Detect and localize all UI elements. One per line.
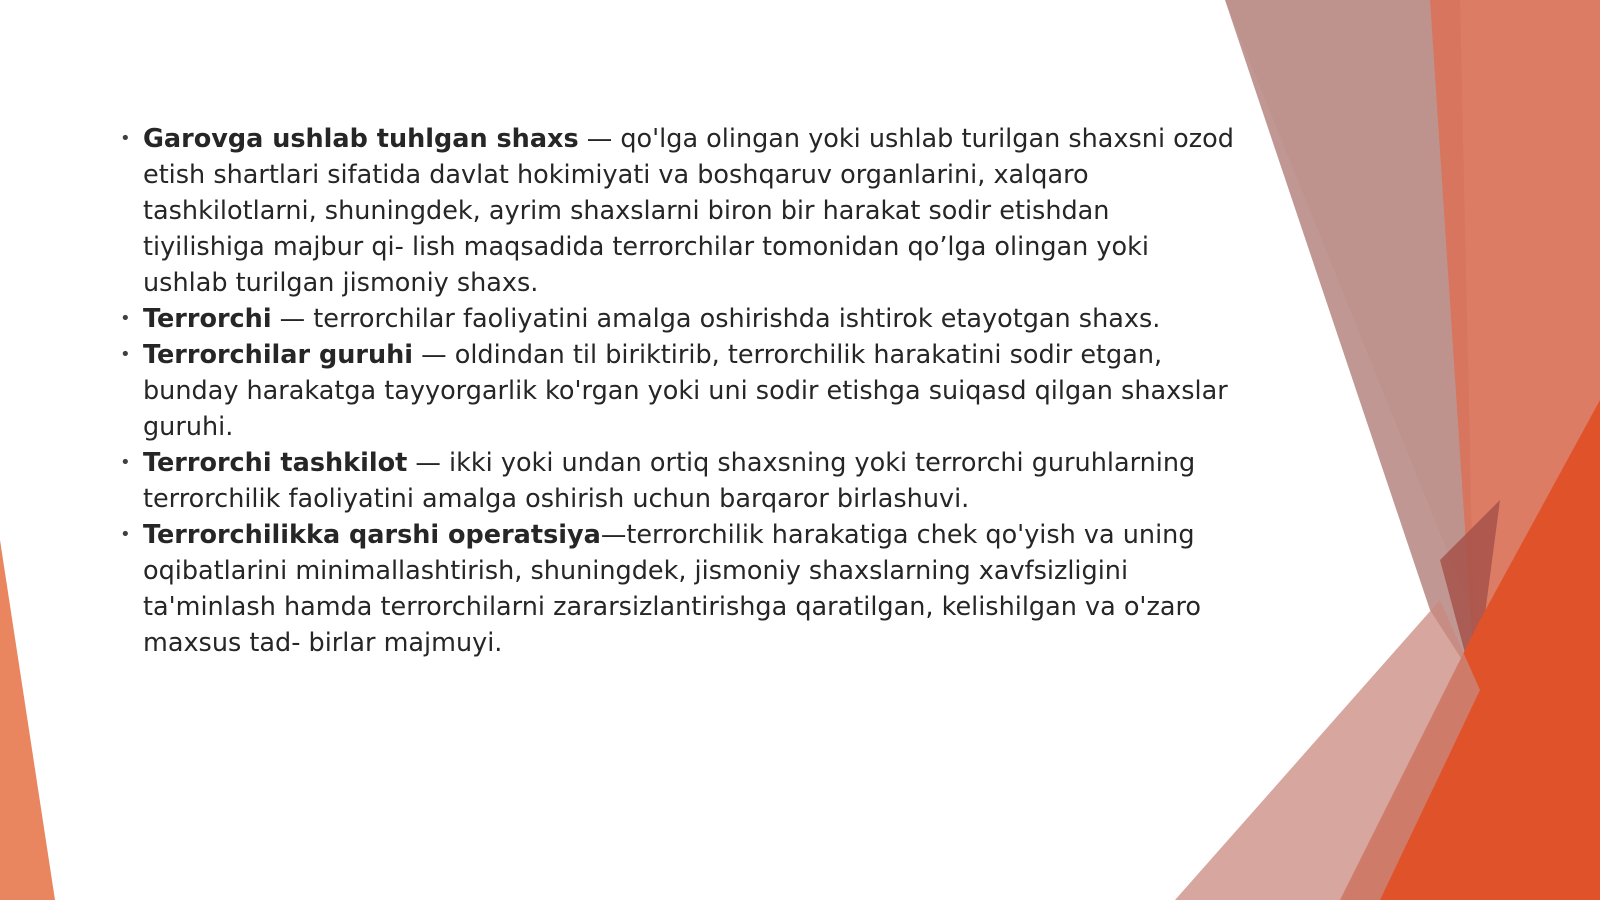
term: Terrorchilikka qarshi operatsiya	[143, 520, 601, 550]
term: Terrorchilar guruhi	[143, 340, 413, 370]
definition: ikki yoki undan ortiq shaxsning yoki terrorchi guruhlarning terrorchilik faoliyatini amalga oshirish uchun barqaror birlashuvi.	[143, 448, 1196, 514]
bullet-icon: •	[120, 308, 131, 329]
term: Terrorchi	[143, 304, 272, 334]
definition: qo'lga olingan yoki ushlab turilgan shaxsni ozod etish shartlari sifatida davlat hokimiyati va boshqaruv organlarini, xalqaro tashkilotlarni, shuningdek, ayrim shaxslarni biron bir harakat sodir etishdan tiyilishiga majbur qi- lish maqsadida terrorchilar tomonidan qo’lga olingan yoki ushlab turilgan jismoniy shaxs.	[143, 124, 1234, 298]
separator: —	[600, 520, 627, 550]
separator: —	[407, 448, 450, 478]
separator: —	[271, 304, 314, 334]
definition: terrorchilik harakatiga chek qo'yish va uning oqibatlarini minimallashtirish, shuningdek, jismoniy shaxslarning xavfsizligini ta'minlash hamda terrorchilarni zararsizlantirishga qaratilgan, kelishilgan va o'zaro maxsus tad- birlar majmuyi.	[143, 520, 1201, 658]
term: Garovga ushlab tuhlgan shaxs	[143, 124, 579, 154]
separator: —	[578, 124, 621, 154]
bullet-icon: •	[120, 452, 131, 473]
separator: —	[413, 340, 455, 370]
definition: terrorchilar faoliyatini amalga oshirishda ishtirok etayotgan shaxs.	[313, 304, 1161, 334]
left-facet	[0, 540, 55, 900]
bullet-icon: •	[120, 128, 131, 149]
list-item	[114, 445, 1234, 517]
list-item	[114, 301, 1234, 337]
definition-list	[114, 121, 1234, 661]
list-item	[114, 517, 1234, 661]
content-area	[114, 121, 1234, 661]
list-item	[114, 337, 1234, 445]
list-item	[114, 121, 1234, 301]
term: Terrorchi tashkilot	[143, 448, 408, 478]
bullet-icon: •	[120, 344, 131, 365]
bullet-icon: •	[120, 524, 131, 545]
definition: oldindan til biriktirib, terrorchilik harakatini sodir etgan, bunday harakatga tayyorgarlik ko'rgan yoki uni sodir etishga suiqasd qilgan shaxslar guruhi.	[143, 340, 1228, 442]
